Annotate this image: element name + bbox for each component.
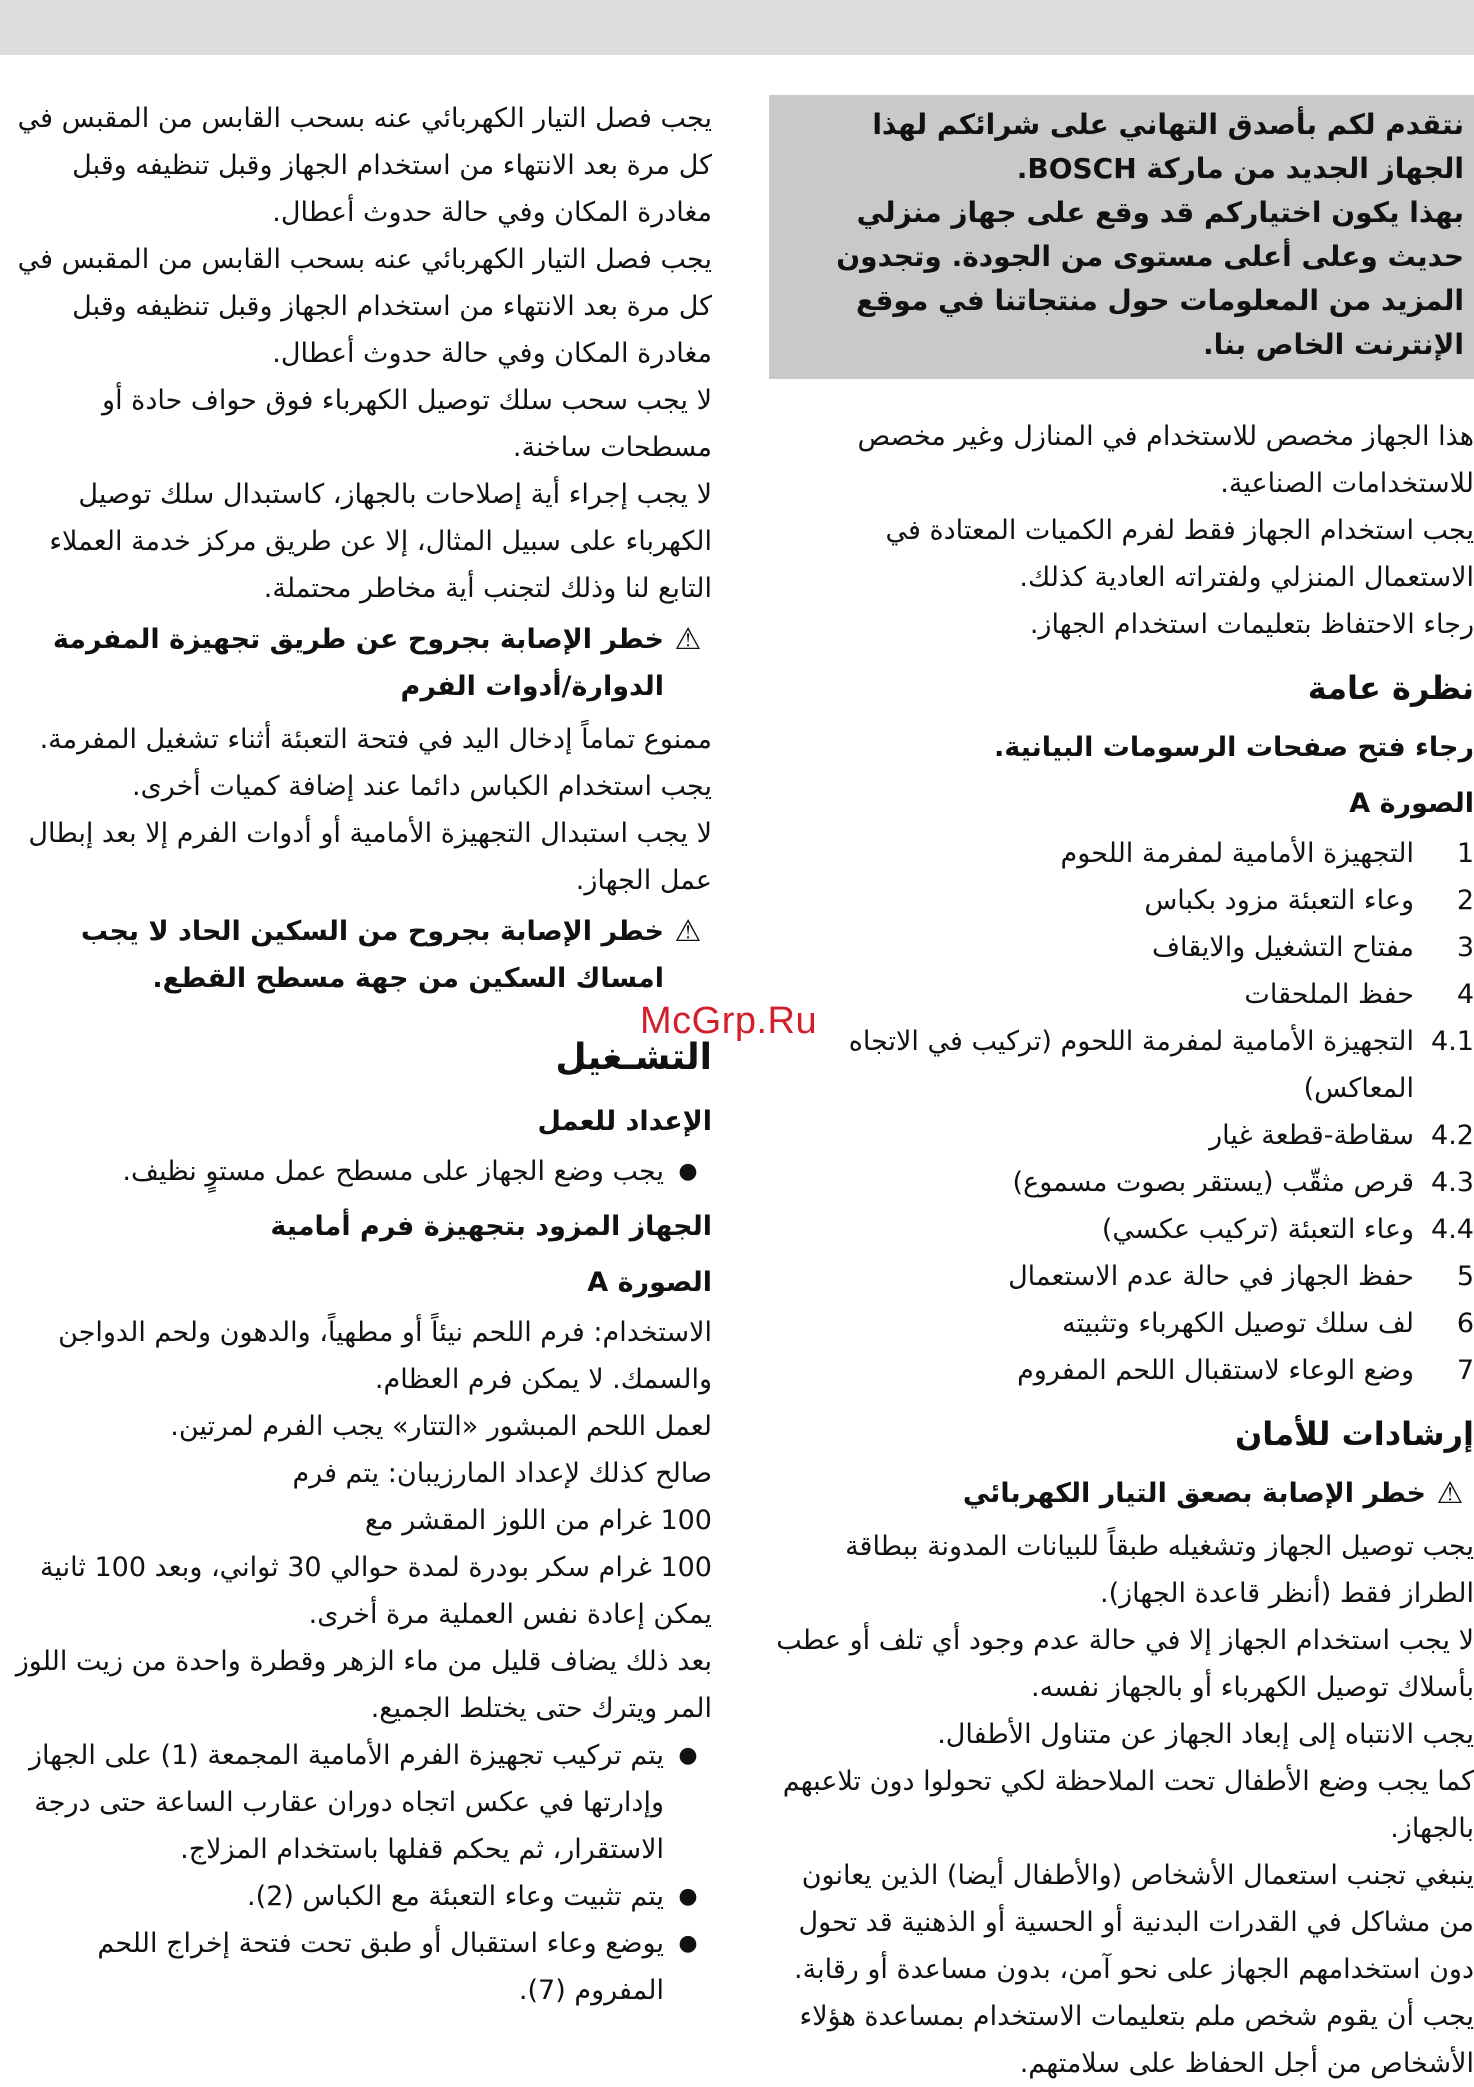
- part-text: وعاء التعبئة مزود بكباس: [1144, 885, 1414, 916]
- parts-list-item: [769, 830, 1474, 877]
- intro-line-1: نتقدم لكم بأصدق التهاني على شرائكم لهذا الجهاز الجديد من ماركة BOSCH.: [872, 108, 1464, 185]
- usage-paragraph: رجاء الاحتفاظ بتعليمات استخدام الجهاز.: [1029, 609, 1474, 640]
- part-number: 4: [1456, 979, 1474, 1010]
- part-number: 1: [1456, 838, 1474, 869]
- bullet-text: يتم تركيب تجهيزة الفرم الأمامية المجمعة (1) على الجهاز وإدارتها في عكس اتجاه دوران عقارب الساعة حتى درجة الاستقرار، ثم يحكم قفلها باستخدام المزلاج.: [28, 1740, 664, 1865]
- figure-label: الصورة A: [587, 1267, 712, 1298]
- operation-heading: التشـغيل: [555, 1037, 712, 1078]
- part-number: 3: [1456, 932, 1474, 963]
- warning-text: خطر الإصابة بجروح من السكين الحاد لا يجب امساك السكين من جهة مسطح القطع.: [80, 916, 664, 994]
- safety-paragraph: كما يجب وضع الأطفال تحت الملاحظة لكي تحولوا دون تلاعبهم بالجهاز.: [782, 1766, 1474, 1844]
- figure-label: الصورة A: [1349, 788, 1474, 819]
- steps-bullets: [0, 1732, 712, 2014]
- intro-box: [769, 95, 1474, 379]
- usage-paragraph: هذا الجهاز مخصص للاستخدام في المنازل وغير مخصص للاستخدامات الصناعية.: [857, 421, 1474, 499]
- use-paragraph: الاستخدام: فرم اللحم نيئاً أو مطهياً، والدهون ولحم الدواجن والسمك. لا يمكن فرم العظام.: [58, 1317, 712, 1395]
- use-paragraph: لعمل اللحم المبشور «التتار» يجب الفرم لمرتين.: [170, 1411, 712, 1442]
- warning-paragraph: لا يجب استبدال التجهيزة الأمامية أو أدوات الفرم إلا بعد إبطال عمل الجهاز.: [28, 818, 712, 896]
- use-paragraph: صالح كذلك لإعداد المارزيبان: يتم فرم: [292, 1458, 712, 1489]
- part-text: حفظ الملحقات: [1244, 979, 1414, 1010]
- parts-list: [769, 830, 1474, 1394]
- cut-warning: [0, 616, 712, 710]
- parts-list-item: [769, 1112, 1474, 1159]
- overview-heading: نظرة عامة: [1307, 669, 1474, 707]
- prep-bullets: [0, 1148, 712, 1195]
- part-number: 2: [1456, 885, 1474, 916]
- parts-list-item: [769, 877, 1474, 924]
- part-number: 4.2: [1431, 1120, 1474, 1151]
- part-text: قرص مثقّب (يستقر بصوت مسموع): [1012, 1167, 1414, 1198]
- use-paragraph: 100 غرام من اللوز المقشر مع: [364, 1505, 712, 1536]
- use-paragraph: بعد ذلك يضاف قليل من ماء الزهر وقطرة واحدة من زيت اللوز المر ويترك حتى يختلط الجميع.: [15, 1646, 712, 1724]
- knife-warning: [0, 908, 712, 1002]
- parts-list-item: [769, 1253, 1474, 1300]
- bullet-dot-icon: ●: [678, 1159, 698, 1184]
- bullet-dot-icon: ●: [678, 1884, 698, 1909]
- warning-text: خطر الإصابة بصعق التيار الكهربائي: [962, 1478, 1426, 1509]
- parts-list-item: [769, 1347, 1474, 1394]
- parts-list-item: [769, 1300, 1474, 1347]
- bullet-item: [0, 1873, 712, 1920]
- warning-text: خطر الإصابة بجروح عن طريق تجهيزة المفرمة الدوارة/أدوات الفرم: [52, 624, 664, 702]
- left-column: [0, 95, 712, 2014]
- warning-triangle-icon: ⚠: [674, 914, 702, 949]
- warning-triangle-icon: ⚠: [674, 622, 702, 657]
- part-text: وضع الوعاء لاستقبال اللحم المفروم: [1017, 1355, 1414, 1386]
- bullet-text: يوضع وعاء استقبال أو طبق تحت فتحة إخراج اللحم المفروم (7).: [97, 1928, 664, 2006]
- part-text: لف سلك توصيل الكهرباء وتثبيته: [1062, 1308, 1414, 1339]
- safety-paragraph: لا يجب استخدام الجهاز إلا في حالة عدم وجود أي تلف أو عطب بأسلاك توصيل الكهرباء أو بالجهاز نفسه.: [776, 1625, 1474, 1703]
- use-paragraph: 100 غرام سكر بودرة لمدة حوالي 30 ثواني، وبعد 100 ثانية يمكن إعادة نفس العملية مرة أخرى.: [40, 1552, 712, 1630]
- safety-paragraph: يجب فصل التيار الكهربائي عنه بسحب القابس من المقبس في كل مرة بعد الانتهاء من استخدام الجهاز وقبل تنظيفه وقبل مغادرة المكان وفي حالة حدوث أعطال.: [17, 103, 712, 228]
- safety-paragraph: يجب الانتباه إلى إبعاد الجهاز عن متناول الأطفال.: [937, 1719, 1474, 1750]
- part-number: 4.4: [1431, 1214, 1474, 1245]
- prep-heading: الإعداد للعمل: [537, 1106, 712, 1137]
- safety-paragraph: لا يجب سحب سلك توصيل الكهرباء فوق حواف حادة أو مسطحات ساخنة.: [102, 385, 712, 463]
- bullet-text: يجب وضع الجهاز على مسطح عمل مستوٍ نظيف.: [122, 1156, 664, 1187]
- safety-paragraph: ينبغي تجنب استعمال الأشخاص (والأطفال أيضا) الذين يعانون من مشاكل في القدرات البدنية أو الحسية أو الذهنية قد تحول دون استخدامهم الجهاز على نحو آمن، بدون مساعدة أو رقابة. يجب أن يقوم شخص ملم بتعليمات الاستخدام بمساعدة هؤلاء الأشخاص من أجل الحفاظ على سلامتهم.: [794, 1860, 1474, 2079]
- warning-paragraph: يجب استخدام الكباس دائما عند إضافة كميات أخرى.: [132, 771, 712, 802]
- part-text: التجهيزة الأمامية لمفرمة اللحوم (تركيب في الاتجاه المعاكس): [848, 1026, 1414, 1104]
- part-text: حفظ الجهاز في حالة عدم الاستعمال: [1008, 1261, 1414, 1292]
- bullet-dot-icon: ●: [678, 1743, 698, 1768]
- parts-list-item: [769, 1159, 1474, 1206]
- overview-subheading: رجاء فتح صفحات الرسومات البيانية.: [994, 732, 1474, 763]
- top-header-bar: [0, 0, 1474, 55]
- device-heading: الجهاز المزود بتجهيزة فرم أمامية: [270, 1211, 712, 1242]
- bullet-item: [0, 1732, 712, 1873]
- warning-paragraph: ممنوع تماماً إدخال اليد في فتحة التعبئة أثناء تشغيل المفرمة.: [39, 724, 712, 755]
- warning-triangle-icon: ⚠: [1436, 1476, 1464, 1511]
- electric-warning: [769, 1470, 1474, 1517]
- safety-paragraph: يجب توصيل الجهاز وتشغيله طبقاً للبيانات المدونة ببطاقة الطراز فقط (أنظر قاعدة الجهاز).: [845, 1531, 1474, 1609]
- part-number: 7: [1456, 1355, 1474, 1386]
- watermark: McGrp.Ru: [640, 1000, 818, 1042]
- safety-paragraph: لا يجب إجراء أية إصلاحات بالجهاز، كاستبدال سلك توصيل الكهرباء على سبيل المثال، إلا عن طريق مركز خدمة العملاء التابع لنا وذلك لتجنب أية مخاطر محتملة.: [49, 479, 712, 604]
- bullet-dot-icon: ●: [678, 1931, 698, 1956]
- bullet-item: [0, 1920, 712, 2014]
- safety-heading: إرشادات للأمان: [1234, 1415, 1474, 1453]
- part-number: 4.3: [1431, 1167, 1474, 1198]
- part-text: وعاء التعبئة (تركيب عكسي): [1101, 1214, 1414, 1245]
- bullet-text: يتم تثبيت وعاء التعبئة مع الكباس (2).: [247, 1881, 664, 1912]
- intro-line-2: بهذا يكون اختياركم قد وقع على جهاز منزلي حديث وعلى أعلى مستوى من الجودة. وتجدون المزيد من المعلومات حول منتجاتنا في موقع الإنترنت الخاص بنا.: [836, 196, 1464, 361]
- parts-list-item: [769, 924, 1474, 971]
- part-text: سقاطة-قطعة غيار: [1209, 1120, 1414, 1151]
- part-text: التجهيزة الأمامية لمفرمة اللحوم: [1060, 838, 1414, 869]
- right-column: [769, 95, 1474, 2087]
- part-number: 4.1: [1431, 1026, 1474, 1057]
- safety-paragraph: يجب فصل التيار الكهربائي عنه بسحب القابس من المقبس في كل مرة بعد الانتهاء من استخدام الجهاز وقبل تنظيفه وقبل مغادرة المكان وفي حالة حدوث أعطال.: [17, 244, 712, 369]
- part-text: مفتاح التشغيل والايقاف: [1152, 932, 1414, 963]
- parts-list-item: [769, 971, 1474, 1018]
- parts-list-item: [769, 1206, 1474, 1253]
- part-number: 5: [1456, 1261, 1474, 1292]
- parts-list-item: [769, 1018, 1474, 1112]
- usage-paragraph: يجب استخدام الجهاز فقط لفرم الكميات المعتادة في الاستعمال المنزلي ولفتراته العادية كذلك.: [885, 515, 1474, 593]
- part-number: 6: [1456, 1308, 1474, 1339]
- bullet-item: [0, 1148, 712, 1195]
